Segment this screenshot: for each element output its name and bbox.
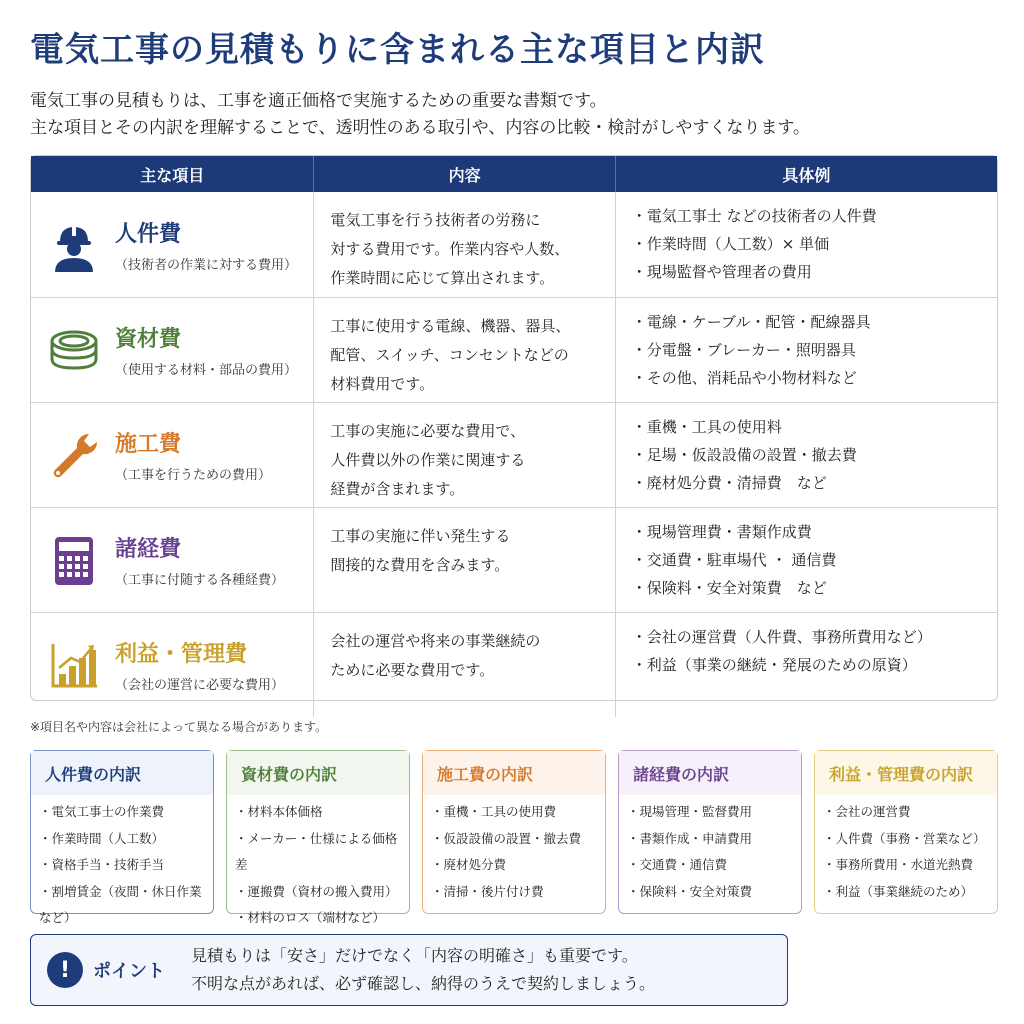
breakdown-item: ・ 仮設設備の設置・撤去費 — [431, 826, 597, 853]
item-subtitle: （工事を行うための費用） — [115, 468, 272, 483]
breakdown-card — [814, 750, 998, 914]
table-body — [31, 192, 997, 717]
item-name: 施工費 — [115, 432, 182, 457]
content-line: 工事の実施に必要な費用で、 — [330, 422, 526, 440]
breakdown-card — [618, 750, 802, 914]
table-row — [31, 402, 997, 507]
content-line: 工事の実施に伴い発生する — [330, 527, 511, 545]
table-row — [31, 612, 997, 717]
example-item: ・ 分電盤・ブレーカー・照明器具 — [632, 336, 981, 364]
examples-cell — [616, 508, 997, 612]
example-item: ・ 交通費・駐車場代 ・ 通信費 — [632, 546, 981, 574]
bar-chart-icon — [47, 638, 101, 692]
item-cell — [31, 613, 314, 717]
card-title: 施工費の内訳 — [423, 751, 605, 795]
breakdown-item: ・ 廃材処分費 — [431, 852, 597, 879]
card-list — [31, 795, 213, 936]
breakdown-item: ・ メーカー・仕様による価格差 — [235, 826, 401, 879]
breakdown-cards — [30, 750, 998, 925]
point-badge — [31, 952, 191, 988]
item-name: 利益・管理費 — [115, 642, 248, 667]
card-list — [423, 795, 605, 909]
item-subtitle: （工事に付随する各種経費） — [115, 573, 285, 588]
header-content: 内容 — [314, 156, 615, 192]
item-subtitle: （会社の運営に必要な費用） — [115, 678, 285, 693]
point-text — [191, 942, 655, 998]
item-subtitle: （使用する材料・部品の費用） — [115, 363, 298, 378]
header-item: 主な項目 — [31, 156, 314, 192]
breakdown-card — [422, 750, 606, 914]
breakdown-item: ・ 材料本体価格 — [235, 799, 401, 826]
breakdown-card — [30, 750, 214, 925]
card-title: 人件費の内訳 — [31, 751, 213, 795]
card-title: 資材費の内訳 — [227, 751, 409, 795]
card-title: 諸経費の内訳 — [619, 751, 801, 795]
breakdown-item: ・ 作業時間（人工数） — [39, 826, 205, 853]
item-cell — [31, 403, 314, 507]
footnote: ※項目名や内容は会社によって異なる場合があります。 — [30, 720, 328, 734]
card-list — [227, 795, 409, 936]
examples-cell — [616, 192, 997, 297]
exclamation-icon: ! — [47, 952, 83, 988]
item-name: 資材費 — [115, 327, 182, 352]
table-header — [31, 156, 997, 192]
content-line: 会社の運営や将来の事業継続の — [330, 632, 541, 650]
breakdown-item: ・ 運搬費（資材の搬入費用） — [235, 879, 401, 906]
example-item: ・ 現場管理費・書類作成費 — [632, 518, 981, 546]
examples-cell — [616, 298, 997, 402]
examples-cell — [616, 613, 997, 717]
breakdown-item: ・ 資格手当・技術手当 — [39, 852, 205, 879]
point-line-2: 不明な点があれば、必ず確認し、納得のうえで契約しましょう。 — [191, 974, 656, 993]
breakdown-item: ・ 人件費（事務・営業など） — [823, 826, 989, 853]
item-name: 人件費 — [115, 221, 182, 247]
breakdown-item: ・ 材料のロス（端材など） — [235, 905, 401, 932]
breakdown-item: ・ 会社の運営費 — [823, 799, 989, 826]
content-line: 電気工事を行う技術者の労務に — [330, 211, 541, 229]
point-line-1: 見積もりは「安さ」だけでなく「内容の明確さ」も重要です。 — [191, 946, 638, 965]
content-cell — [314, 298, 615, 402]
worker-icon — [47, 218, 101, 272]
content-line: 人件費以外の作業に関連する — [330, 451, 526, 469]
breakdown-item: ・ 重機・工具の使用費 — [431, 799, 597, 826]
cable-coil-icon — [47, 323, 101, 377]
breakdown-item: ・ 清掃・後片付け費 — [431, 879, 597, 906]
item-name: 諸経費 — [115, 537, 182, 562]
example-item: ・ 廃材処分費・清掃費 など — [632, 469, 981, 497]
example-item: ・ 足場・仮設設備の設置・撤去費 — [632, 441, 981, 469]
cost-items-table — [30, 155, 998, 701]
table-row — [31, 192, 997, 297]
example-item: ・ 重機・工具の使用料 — [632, 413, 981, 441]
intro-text — [30, 88, 810, 142]
breakdown-item: ・ 交通費・通信費 — [627, 852, 793, 879]
content-line: 作業時間に応じて算出されます。 — [330, 269, 555, 287]
breakdown-item: ・ 現場管理・監督費用 — [627, 799, 793, 826]
content-line: 経費が含まれます。 — [330, 480, 465, 498]
point-box — [30, 934, 788, 1006]
intro-line-2: 主な項目とその内訳を理解することで、透明性のある取引や、内容の比較・検討がしやすくなります。 — [30, 118, 810, 138]
breakdown-item: ・ 利益（事業継続のため） — [823, 879, 989, 906]
content-line: 間接的な費用を含みます。 — [330, 556, 510, 574]
intro-line-1: 電気工事の見積もりは、工事を適正価格で実施するための重要な書類です。 — [30, 91, 607, 111]
breakdown-item: ・ 割増賃金（夜間・休日作業など） — [39, 879, 205, 932]
card-title: 利益・管理費の内訳 — [815, 751, 997, 795]
content-line: 材料費用です。 — [330, 375, 435, 393]
header-examples: 具体例 — [782, 165, 831, 185]
table-row — [31, 297, 997, 402]
example-item: ・ 電線・ケーブル・配管・配線器具 — [632, 308, 981, 336]
content-cell — [314, 508, 615, 612]
breakdown-item: ・ 事務所費用・水道光熱費 — [823, 852, 989, 879]
example-item: ・ 会社の運営費（人件費、事務所費用など） — [632, 623, 981, 651]
example-item: ・ 現場監督や管理者の費用 — [632, 258, 981, 286]
breakdown-card — [226, 750, 410, 925]
content-cell — [314, 403, 615, 507]
content-line: 対する費用です。作業内容や人数、 — [330, 240, 570, 258]
table-row — [31, 507, 997, 612]
content-cell — [314, 613, 615, 717]
breakdown-item: ・ 電気工事士の作業費 — [39, 799, 205, 826]
example-item: ・ 利益（事業の継続・発展のための原資） — [632, 651, 981, 679]
item-cell — [31, 192, 314, 297]
point-label: ポイント — [93, 961, 165, 982]
item-cell — [31, 508, 314, 612]
calculator-icon — [47, 533, 101, 587]
content-line: 工事に使用する電線、機器、器具、 — [330, 317, 571, 335]
content-line: ために必要な費用です。 — [330, 661, 495, 679]
content-cell — [314, 192, 615, 297]
examples-cell — [616, 403, 997, 507]
example-item: ・ その他、消耗品や小物材料など — [632, 364, 981, 392]
item-cell — [31, 298, 314, 402]
page-title: 電気工事の見積もりに含まれる主な項目と内訳 — [30, 30, 765, 70]
item-subtitle: （技術者の作業に対する費用） — [115, 257, 298, 273]
example-item: ・ 電気工事士 などの技術者の人件費 — [632, 202, 981, 230]
example-item: ・ 作業時間（人工数）× 単価 — [632, 230, 981, 258]
wrench-icon — [47, 428, 101, 482]
breakdown-item: ・ 書類作成・申請費用 — [627, 826, 793, 853]
card-list — [619, 795, 801, 909]
card-list — [815, 795, 997, 909]
example-item: ・ 保険料・安全対策費 など — [632, 574, 981, 602]
content-line: 配管、スイッチ、コンセントなどの — [330, 346, 569, 364]
breakdown-item: ・ 保険料・安全対策費 — [627, 879, 793, 906]
